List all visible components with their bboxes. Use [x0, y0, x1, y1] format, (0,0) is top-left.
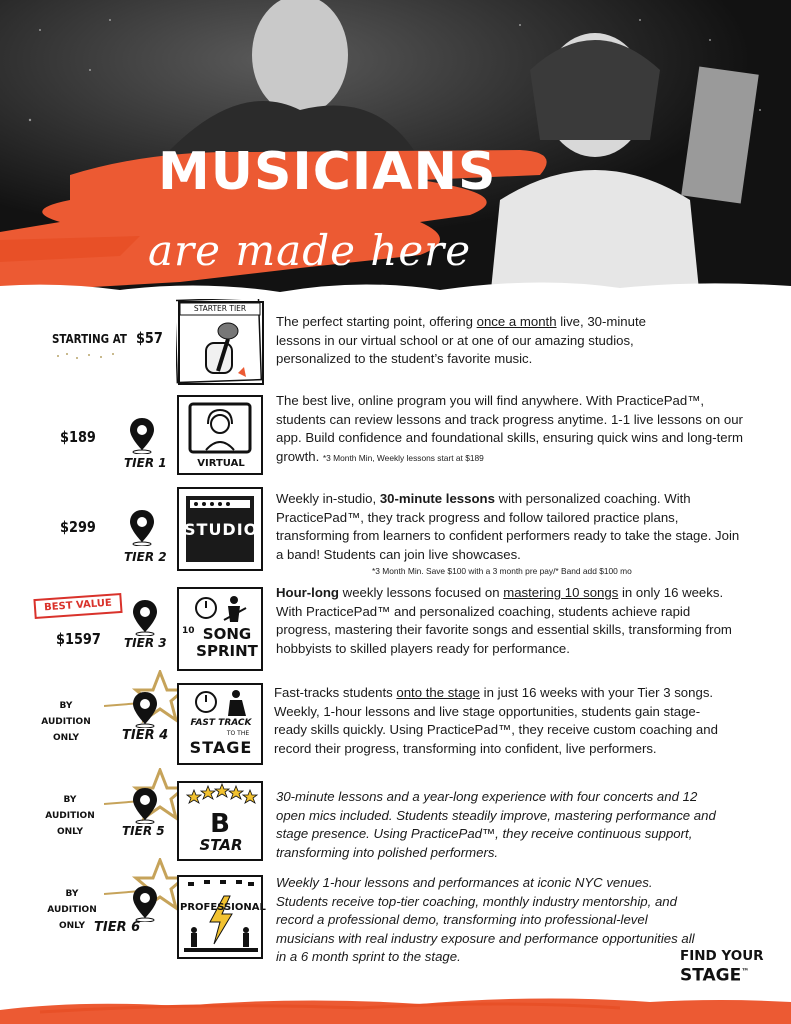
badge-label: STAR — [199, 836, 243, 854]
best-value-badge: BEST VALUE — [33, 593, 122, 619]
tier-4 — [0, 676, 791, 776]
tier-note: *3 Month Min. Save $100 with a 3 month pre pay/* Band add $100 mo — [372, 566, 632, 576]
tier-description: Weekly 1-hour lessons and performances at iconic NYC venues. Students receive top-tier coaching, monthly industry mentorship, and record a professional demo, transforming into professional-level musicians with real industry exposure and performance opportunities all in a 6 month sprint to the stage. — [276, 875, 695, 965]
price-value: $189 — [60, 428, 96, 446]
location-pin-icon — [130, 786, 160, 824]
tier-3 — [0, 584, 791, 676]
tier-label: TIER 5 — [122, 824, 165, 838]
tier-1 — [0, 388, 791, 484]
tier-6 — [0, 866, 791, 970]
tier-label: TIER 2 — [124, 550, 167, 564]
brand-line-1: FIND YOUR — [680, 948, 764, 964]
price-value: $299 — [60, 518, 96, 536]
tier-description: The perfect starting point, offering once a month live, 30-minute lessons in our virtual school or at one of our amazing studios, personalized to the student’s favorite music. — [276, 314, 646, 367]
location-pin-icon — [127, 508, 157, 546]
fast-track-badge — [176, 682, 266, 766]
audition-only-label: BY AUDITION ONLY — [45, 795, 95, 837]
tier-2 — [0, 484, 791, 584]
audition-only-label: BY AUDITION ONLY — [41, 701, 91, 743]
badge-label: VIRTUAL — [197, 458, 245, 469]
price-value: $1597 — [56, 630, 101, 648]
tier-description: 30-minute lessons and a year-long experience with four concerts and 12 open mics included. Students steadily improve, mastering performance and stage presence. Using PracticePad™, they receive continuous support, transforming into polished performers. — [276, 789, 716, 860]
sparkle-dots — [55, 350, 125, 362]
svg-text:B: B — [210, 809, 230, 839]
badge-label: SONG SPRINT — [196, 625, 258, 660]
starting-price — [52, 329, 163, 347]
tier-label: TIER 4 — [122, 728, 169, 743]
badge-number: 10 — [182, 626, 195, 636]
badge-label-line2: TO THE — [226, 730, 250, 737]
badge-label: PROFESSIONAL — [180, 902, 266, 913]
price-prefix: STARTING AT — [52, 332, 127, 346]
footer-brush-stroke — [0, 990, 791, 1024]
brand-line-2: STAGE™ — [680, 965, 750, 986]
hero-banner — [0, 0, 791, 300]
tier-5 — [0, 776, 791, 866]
hero-tagline: are made here — [148, 226, 472, 275]
studio-badge — [176, 486, 266, 572]
tier-description: Fast-tracks students onto the stage in just 16 weeks with your Tier 3 songs. Weekly, 1-hour lessons and live stage opportunities, students gain stage-ready skills quickly. Using PracticePad™, they receive custom coaching and record their progress, transforming into confident, live performers. — [274, 685, 718, 756]
badge-label: STUDIO — [184, 520, 259, 539]
location-pin-icon — [130, 598, 160, 636]
badge-label-line3: STAGE — [189, 738, 253, 757]
location-pin-icon — [127, 416, 157, 454]
tier-description: The best live, online program you will find anywhere. With PracticePad™, students can review lessons and track progress anytime. 1-1 live lessons on our app. Build confidence and foundational skills, ensuring quick wins and long-term growth. *3 Month Min, Weekly lessons start at $189 — [276, 393, 743, 464]
star-badge — [176, 780, 266, 862]
tier-description: Weekly in-studio, 30-minute lessons with personalized coaching. With PracticePad™, they track progress and follow tailored practice plans, transforming from learners to confident performers ready to take the stage. Join a band! Students can join live showcases. — [276, 491, 740, 562]
professional-badge — [176, 874, 266, 960]
badge-label-line1: FAST TRACK — [190, 718, 252, 728]
brand-logo — [680, 948, 764, 984]
tier-label: TIER 6 — [94, 920, 141, 935]
virtual-badge — [176, 394, 266, 476]
tier-note: *3 Month Min, Weekly lessons start at $189 — [322, 452, 484, 463]
tier-description: Hour-long weekly lessons focused on mastering 10 songs in only 16 weeks. With PracticePad™ and personalized coaching, students achieve rapid progress, mastering their favorite songs and essential skills, transforming from hobbyists to skilled players ready for performance. — [276, 585, 732, 656]
tier-label: TIER 1 — [124, 456, 167, 470]
tier-label: TIER 3 — [124, 636, 167, 650]
location-pin-icon — [130, 884, 160, 922]
song-sprint-badge — [176, 586, 266, 672]
starter-tier-badge — [176, 299, 266, 387]
location-pin-icon — [130, 690, 160, 728]
badge-label: STARTER TIER — [193, 304, 247, 313]
tier-starter — [0, 295, 791, 385]
price-value: $57 — [135, 329, 163, 347]
hero-title: MUSICIANS — [158, 142, 497, 202]
audition-only-label: BY AUDITION ONLY — [47, 889, 97, 931]
